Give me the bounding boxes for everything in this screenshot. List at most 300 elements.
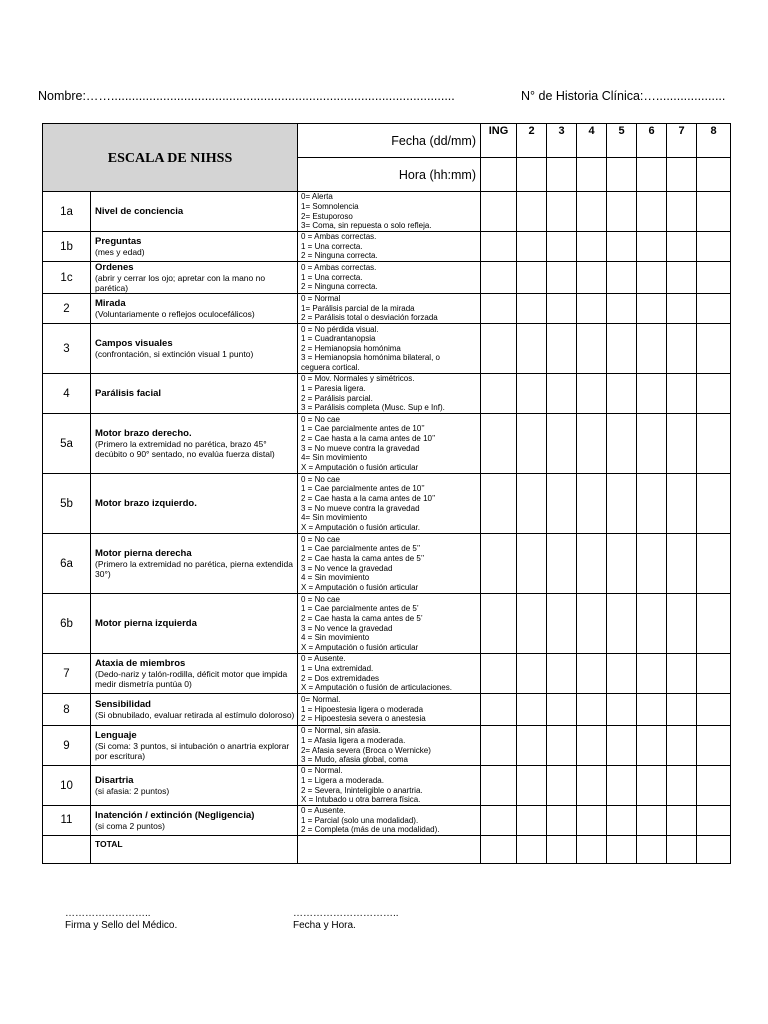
total-score-cell[interactable] — [547, 835, 577, 863]
score-cell[interactable] — [547, 694, 577, 726]
scale-option: 0 = Normal — [301, 294, 341, 304]
score-cell[interactable] — [667, 414, 697, 474]
item-title: Motor brazo derecho. — [95, 428, 192, 439]
score-cell[interactable] — [517, 534, 547, 594]
scoring-scale — [298, 232, 481, 262]
score-cell[interactable] — [577, 594, 607, 654]
item-description — [91, 766, 298, 806]
score-cell[interactable] — [547, 324, 577, 374]
score-cell[interactable] — [637, 374, 667, 414]
score-cell[interactable] — [577, 374, 607, 414]
item-number: 11 — [43, 806, 91, 836]
scale-option: 3 = Mudo, afasia global, coma — [301, 755, 408, 765]
score-cell[interactable] — [667, 726, 697, 766]
total-number-cell — [43, 835, 91, 863]
scoring-scale — [298, 324, 481, 374]
scale-option: 1 = Una extremidad. — [301, 663, 374, 673]
score-cell[interactable] — [637, 474, 667, 534]
score-cell[interactable] — [577, 726, 607, 766]
score-cell[interactable] — [637, 726, 667, 766]
scale-option: 4 = Sin movimiento — [301, 573, 370, 583]
score-cell[interactable] — [577, 474, 607, 534]
score-cell[interactable] — [547, 806, 577, 836]
table-row — [43, 726, 731, 766]
scale-option: 3 = Parálisis completa (Musc. Sup e Inf). — [301, 403, 445, 413]
score-cell[interactable] — [637, 294, 667, 324]
table-row — [43, 474, 731, 534]
score-cell[interactable] — [481, 726, 517, 766]
score-cell[interactable] — [667, 374, 697, 414]
time-label: Hora (hh:mm) — [298, 158, 481, 192]
col-header-7: 7 — [667, 124, 697, 158]
item-title: Mirada — [95, 298, 126, 309]
item-number: 2 — [43, 294, 91, 324]
scoring-scale — [298, 694, 481, 726]
score-cell[interactable] — [517, 232, 547, 262]
scale-option: 1 = Afasia ligera a moderada. — [301, 735, 406, 745]
score-cell[interactable] — [547, 474, 577, 534]
score-cell[interactable] — [697, 374, 731, 414]
score-cell[interactable] — [607, 262, 637, 294]
col-header-4: 4 — [577, 124, 607, 158]
score-cell[interactable] — [481, 414, 517, 474]
score-cell[interactable] — [607, 654, 637, 694]
score-cell[interactable] — [697, 534, 731, 594]
scale-option: 3 = No vence la gravedad — [301, 623, 393, 633]
scale-option: 1 = Hipoestesia ligera o moderada — [301, 704, 424, 714]
score-cell[interactable] — [697, 232, 731, 262]
score-cell[interactable] — [547, 594, 577, 654]
scale-option: 3 = Hemianopsia homónima bilateral, o — [301, 353, 440, 363]
score-cell[interactable] — [481, 192, 517, 232]
table-row — [43, 192, 731, 232]
scale-option: 1 = Una correcta. — [301, 272, 363, 282]
score-cell[interactable] — [517, 694, 547, 726]
scale-option: 3 = No mueve contra la gravedad — [301, 503, 420, 513]
datetime-signature-label: Fecha y Hora. — [293, 920, 356, 931]
total-score-cell[interactable] — [481, 835, 517, 863]
time-cell[interactable] — [517, 158, 547, 192]
scale-option: 1 = Paresia ligera. — [301, 383, 366, 393]
score-cell[interactable] — [577, 694, 607, 726]
item-description — [91, 324, 298, 374]
col-header-3: 3 — [547, 124, 577, 158]
scale-option: X = Amputación o fusión articular — [301, 582, 419, 592]
score-cell[interactable] — [637, 192, 667, 232]
col-header-ing: ING — [481, 124, 517, 158]
score-cell[interactable] — [667, 474, 697, 534]
scale-option: 2 = Cae hasta a la cama antes de 10’’ — [301, 433, 436, 443]
score-cell[interactable] — [481, 374, 517, 414]
score-cell[interactable] — [667, 232, 697, 262]
scoring-scale — [298, 474, 481, 534]
item-description — [91, 232, 298, 262]
item-subtitle: (si afasia: 2 puntos) — [95, 786, 170, 796]
score-cell[interactable] — [481, 474, 517, 534]
score-cell[interactable] — [637, 324, 667, 374]
score-cell[interactable] — [607, 474, 637, 534]
scale-option: X = Amputación o fusión articular — [301, 462, 419, 472]
item-title: Preguntas — [95, 236, 142, 247]
item-description — [91, 654, 298, 694]
scale-option: 2 = Completa (más de una modalidad). — [301, 825, 440, 835]
score-cell[interactable] — [481, 654, 517, 694]
scale-option: X = Amputación o fusión articular. — [301, 522, 420, 532]
score-cell[interactable] — [577, 654, 607, 694]
score-cell[interactable] — [517, 324, 547, 374]
time-cell[interactable] — [667, 158, 697, 192]
scale-option: 4 = Sin movimiento — [301, 633, 370, 643]
scoring-scale — [298, 534, 481, 594]
total-score-cell[interactable] — [517, 835, 547, 863]
score-cell[interactable] — [667, 806, 697, 836]
score-cell[interactable] — [607, 324, 637, 374]
score-cell[interactable] — [517, 766, 547, 806]
scale-option: X = Amputación o fusión de articulaciones. — [301, 683, 452, 693]
item-subtitle: (Si obnubilado, evaluar retirada al estímulo doloroso) — [95, 710, 295, 720]
scoring-scale — [298, 654, 481, 694]
score-cell[interactable] — [667, 262, 697, 294]
scale-option: 3 = No vence la gravedad — [301, 563, 393, 573]
scale-title: ESCALA DE NIHSS — [107, 150, 233, 166]
score-cell[interactable] — [637, 694, 667, 726]
table-row — [43, 414, 731, 474]
score-cell[interactable] — [577, 766, 607, 806]
score-cell[interactable] — [637, 806, 667, 836]
score-cell[interactable] — [577, 534, 607, 594]
item-number: 9 — [43, 726, 91, 766]
scale-option: 1 = Cae parcialmente antes de 10’’ — [301, 424, 425, 434]
score-cell[interactable] — [481, 534, 517, 594]
scale-option: 0 = Normal. — [301, 766, 343, 776]
item-subtitle: (confrontación, si extinción visual 1 punto) — [95, 349, 254, 359]
item-number: 6b — [43, 594, 91, 654]
score-cell[interactable] — [547, 654, 577, 694]
scoring-scale — [298, 192, 481, 232]
score-cell[interactable] — [697, 294, 731, 324]
time-cell[interactable] — [697, 158, 731, 192]
score-cell[interactable] — [547, 232, 577, 262]
score-cell[interactable] — [481, 694, 517, 726]
item-description — [91, 474, 298, 534]
table-row — [43, 654, 731, 694]
item-number: 7 — [43, 654, 91, 694]
item-description — [91, 262, 298, 294]
scale-option: 2 = Severa, Ininteligible o anartria. — [301, 785, 423, 795]
score-cell[interactable] — [481, 324, 517, 374]
score-cell[interactable] — [607, 594, 637, 654]
score-cell[interactable] — [637, 534, 667, 594]
score-cell[interactable] — [547, 294, 577, 324]
score-cell[interactable] — [481, 262, 517, 294]
scale-option: 0 = No cae — [301, 594, 340, 604]
score-cell[interactable] — [547, 192, 577, 232]
score-cell[interactable] — [517, 726, 547, 766]
item-title: Campos visuales — [95, 338, 173, 349]
scale-option: 2 = Cae hasta la cama antes de 5’’ — [301, 553, 425, 563]
scale-option: 2 = Parálisis total o desviación forzada — [301, 313, 438, 323]
scale-option: 4= Sin movimiento — [301, 513, 368, 523]
scale-option: 0= Normal. — [301, 695, 341, 705]
item-subtitle: (si coma 2 puntos) — [95, 820, 165, 831]
doctor-signature-line[interactable]: …………………….. — [65, 908, 151, 919]
score-cell[interactable] — [577, 262, 607, 294]
score-cell[interactable] — [667, 534, 697, 594]
item-subtitle: (mes y edad) — [95, 247, 145, 257]
score-cell[interactable] — [517, 806, 547, 836]
doctor-signature-label: Firma y Sello del Médico. — [65, 920, 178, 931]
scale-option: 0 = No cae — [301, 474, 340, 484]
scoring-scale — [298, 262, 481, 294]
table-row — [43, 374, 731, 414]
score-cell[interactable] — [517, 262, 547, 294]
score-cell[interactable] — [637, 766, 667, 806]
item-title: Lenguaje — [95, 730, 137, 741]
item-title: Nivel de conciencia — [95, 206, 184, 217]
item-title: Motor pierna izquierda — [95, 618, 197, 629]
total-score-cell[interactable] — [637, 835, 667, 863]
score-cell[interactable] — [577, 806, 607, 836]
scale-option: 0 = Ambas correctas. — [301, 263, 377, 273]
scale-option: 2 = Ninguna correcta. — [301, 251, 378, 261]
item-number: 5b — [43, 474, 91, 534]
score-cell[interactable] — [607, 806, 637, 836]
scale-option: 3 = No mueve contra la gravedad — [301, 443, 420, 453]
score-cell[interactable] — [607, 374, 637, 414]
time-cell[interactable] — [547, 158, 577, 192]
clinical-history-number-field[interactable]: N° de Historia Clínica:….................... — [521, 89, 726, 103]
scale-option: 2 = Cae hasta a la cama antes de 10’’ — [301, 493, 436, 503]
score-cell[interactable] — [577, 324, 607, 374]
item-title: Motor pierna derecha — [95, 548, 192, 559]
scale-option: 0 = Ambas correctas. — [301, 232, 377, 242]
doctor-signature-block — [65, 908, 177, 932]
item-number: 5a — [43, 414, 91, 474]
score-cell[interactable] — [517, 192, 547, 232]
score-cell[interactable] — [667, 294, 697, 324]
total-scale-cell — [298, 835, 481, 863]
item-description — [91, 594, 298, 654]
score-cell[interactable] — [481, 766, 517, 806]
score-cell[interactable] — [517, 594, 547, 654]
total-score-cell[interactable] — [577, 835, 607, 863]
scale-option: 1 = Una correcta. — [301, 241, 363, 251]
table-row — [43, 534, 731, 594]
scale-option: ceguera cortical. — [301, 362, 360, 372]
scale-option: 3= Coma, sin repuesta o solo refleja. — [301, 221, 432, 231]
item-description — [91, 806, 298, 836]
score-cell[interactable] — [607, 414, 637, 474]
total-score-cell[interactable] — [667, 835, 697, 863]
scale-option: X = Amputación o fusión articular — [301, 642, 419, 652]
time-cell[interactable] — [607, 158, 637, 192]
scale-option: 0 = No pérdida visual. — [301, 324, 379, 334]
scale-option: 0 = Ausente. — [301, 806, 346, 815]
scoring-scale — [298, 414, 481, 474]
score-cell[interactable] — [607, 766, 637, 806]
score-cell[interactable] — [607, 232, 637, 262]
score-cell[interactable] — [547, 726, 577, 766]
score-cell[interactable] — [481, 294, 517, 324]
scale-option: 2= Estuporoso — [301, 211, 353, 221]
item-description — [91, 294, 298, 324]
col-header-2: 2 — [517, 124, 547, 158]
scoring-scale — [298, 294, 481, 324]
score-cell[interactable] — [547, 374, 577, 414]
scoring-scale — [298, 594, 481, 654]
item-title: Sensibilidad — [95, 699, 151, 710]
score-cell[interactable] — [547, 766, 577, 806]
item-subtitle: (Voluntariamente o reflejos oculocefálicos) — [95, 309, 255, 319]
score-cell[interactable] — [577, 192, 607, 232]
item-number: 1a — [43, 192, 91, 232]
scale-option: 1 = Cae parcialmente antes de 5’’ — [301, 544, 421, 554]
score-cell[interactable] — [667, 766, 697, 806]
scale-option: 2 = Cae hasta la cama antes de 5’ — [301, 613, 423, 623]
total-score-cell[interactable] — [607, 835, 637, 863]
col-header-8: 8 — [697, 124, 731, 158]
item-title: Motor brazo izquierdo. — [95, 498, 197, 509]
item-title: Disartria — [95, 775, 134, 786]
scoring-scale — [298, 766, 481, 806]
table-row — [43, 766, 731, 806]
table-row — [43, 806, 731, 836]
item-subtitle: (abrir y cerrar los ojo; apretar con la mano no parética) — [95, 273, 266, 293]
score-cell[interactable] — [697, 806, 731, 836]
time-cell[interactable] — [637, 158, 667, 192]
score-cell[interactable] — [517, 414, 547, 474]
score-cell[interactable] — [667, 654, 697, 694]
score-cell[interactable] — [637, 262, 667, 294]
scale-option: 0 = No cae — [301, 414, 340, 424]
scale-option: 1 = Cuadrantanopsia — [301, 334, 376, 344]
table-row — [43, 694, 731, 726]
score-cell[interactable] — [697, 474, 731, 534]
scale-option: 2 = Parálisis parcial. — [301, 393, 373, 403]
score-cell[interactable] — [517, 654, 547, 694]
item-title: Ataxia de miembros — [95, 658, 186, 669]
score-cell[interactable] — [697, 192, 731, 232]
total-label: TOTAL — [91, 835, 298, 863]
item-number: 1b — [43, 232, 91, 262]
datetime-signature-line[interactable]: ………………………….. — [293, 908, 399, 919]
score-cell[interactable] — [697, 594, 731, 654]
score-cell[interactable] — [667, 192, 697, 232]
scale-option: X = Intubado u otra barrera física. — [301, 795, 421, 805]
item-title: Parálisis facial — [95, 388, 162, 399]
score-cell[interactable] — [607, 192, 637, 232]
score-cell[interactable] — [481, 806, 517, 836]
scale-option: 2= Afasia severa (Broca o Wernicke) — [301, 745, 431, 755]
item-description — [91, 726, 298, 766]
score-cell[interactable] — [481, 594, 517, 654]
table-row — [43, 294, 731, 324]
score-cell[interactable] — [517, 294, 547, 324]
score-cell[interactable] — [697, 262, 731, 294]
item-description — [91, 534, 298, 594]
score-cell[interactable] — [697, 694, 731, 726]
col-header-6: 6 — [637, 124, 667, 158]
score-cell[interactable] — [637, 232, 667, 262]
score-cell[interactable] — [607, 726, 637, 766]
score-cell[interactable] — [481, 232, 517, 262]
item-number: 4 — [43, 374, 91, 414]
item-number: 1c — [43, 262, 91, 294]
item-subtitle: (Dedo-nariz y talón-rodilla, déficit motor que impida medir dismetría puntúa 0) — [95, 669, 288, 689]
score-cell[interactable] — [517, 374, 547, 414]
scale-option: 2 = Hipoestesia severa o anestesia — [301, 714, 426, 724]
nihss-scale-table — [42, 123, 731, 864]
scale-option: 2 = Hemianopsia homónima — [301, 343, 401, 353]
item-description — [91, 192, 298, 232]
scale-option: 1= Somnolencia — [301, 201, 359, 211]
item-title: Ordenes — [95, 262, 134, 273]
scale-option: 1= Parálisis parcial de la mirada — [301, 303, 415, 313]
scale-option: 1 = Ligera a moderada. — [301, 775, 384, 785]
total-score-cell[interactable] — [697, 835, 731, 863]
score-cell[interactable] — [667, 594, 697, 654]
score-cell[interactable] — [697, 324, 731, 374]
score-cell[interactable] — [637, 414, 667, 474]
scale-title-cell — [43, 124, 298, 192]
datetime-signature-block — [293, 908, 399, 932]
score-cell[interactable] — [697, 766, 731, 806]
date-label: Fecha (dd/mm) — [298, 124, 481, 158]
scale-option: 1 = Cae parcialmente antes de 10’’ — [301, 484, 425, 494]
score-cell[interactable] — [697, 414, 731, 474]
score-cell[interactable] — [697, 726, 731, 766]
score-cell[interactable] — [577, 414, 607, 474]
scale-option: 2 = Dos extremidades — [301, 673, 380, 683]
score-cell[interactable] — [547, 414, 577, 474]
scoring-scale — [298, 726, 481, 766]
item-subtitle: (Primero la extremidad no parética, brazo 45° decúbito o 90° sentado, no evalúa fuerza distal) — [95, 439, 275, 459]
item-subtitle: (Si coma: 3 puntos, si intubación o anartria explorar por escritura) — [95, 741, 290, 761]
table-row — [43, 262, 731, 294]
scale-option: 0 = Ausente. — [301, 654, 346, 664]
score-cell[interactable] — [667, 694, 697, 726]
scale-option: 1 = Parcial (solo una modalidad). — [301, 815, 419, 825]
score-cell[interactable] — [547, 534, 577, 594]
scale-option: 0 = Mov. Normales y simétricos. — [301, 374, 415, 384]
score-cell[interactable] — [607, 694, 637, 726]
col-header-5: 5 — [607, 124, 637, 158]
item-subtitle: (Primero la extremidad no parética, pierna extendida 30°) — [95, 559, 293, 579]
time-cell[interactable] — [577, 158, 607, 192]
item-number: 6a — [43, 534, 91, 594]
table-row — [43, 594, 731, 654]
item-description — [91, 694, 298, 726]
score-cell[interactable] — [577, 232, 607, 262]
patient-name-field[interactable]: Nombre:……................................................................................................... — [38, 89, 455, 103]
scale-option: 1 = Cae parcialmente antes de 5’ — [301, 604, 419, 614]
score-cell[interactable] — [607, 534, 637, 594]
score-cell[interactable] — [637, 654, 667, 694]
score-cell[interactable] — [547, 262, 577, 294]
item-number: 3 — [43, 324, 91, 374]
scale-option: 4= Sin movimiento — [301, 453, 368, 463]
item-description — [91, 414, 298, 474]
scale-option: 0 = No cae — [301, 534, 340, 544]
score-cell[interactable] — [577, 294, 607, 324]
score-cell[interactable] — [517, 474, 547, 534]
score-cell[interactable] — [607, 294, 637, 324]
score-cell[interactable] — [697, 654, 731, 694]
time-cell[interactable] — [481, 158, 517, 192]
score-cell[interactable] — [637, 594, 667, 654]
scale-option: 0= Alerta — [301, 192, 333, 202]
score-cell[interactable] — [667, 324, 697, 374]
